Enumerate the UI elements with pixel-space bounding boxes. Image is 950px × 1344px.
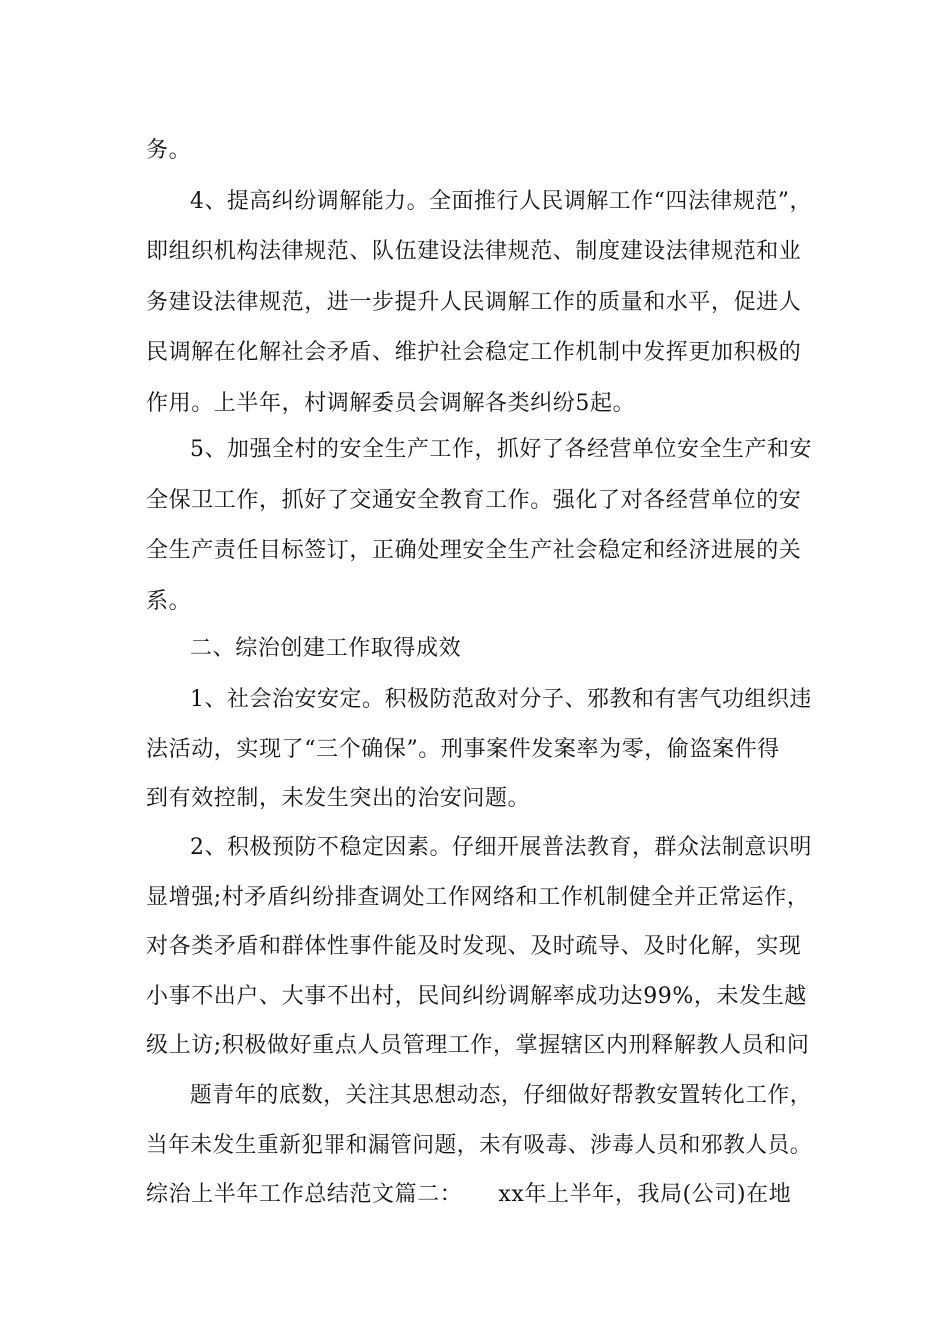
text-line: 系。 bbox=[146, 589, 192, 614]
text-line: 民调解在化解社会矛盾、维护社会稳定工作机制中发挥更加积极的 bbox=[146, 340, 802, 365]
text-line: 小事不出户、大事不出村，民间纠纷调解率成功达99%，未发生越 bbox=[146, 984, 807, 1009]
paragraph-2-start: 2、积极预防不稳定因素。仔细开展普法教育，群众法制意识明 bbox=[190, 835, 813, 860]
text-line: 到有效控制，未发生突出的治安问题。 bbox=[146, 786, 531, 811]
text-line: 题青年的底数，关注其思想动态，仔细做好帮教安置转化工作， bbox=[190, 1083, 812, 1108]
text-line-last bbox=[146, 1180, 791, 1210]
section-heading: 二、综治创建工作取得成效 bbox=[190, 636, 462, 661]
paragraph-4-start: 4、提高纠纷调解能力。全面推行人民调解工作“四法律规范”， bbox=[190, 189, 813, 214]
next-article-start: xx年上半年，我局(公司)在地 bbox=[498, 1182, 792, 1207]
text-line: 务。 bbox=[146, 138, 192, 163]
text-line: 级上访;积极做好重点人员管理工作，掌握辖区内刑释解教人员和问 bbox=[146, 1033, 810, 1058]
text-line: 全生产责任目标签订，正确处理安全生产社会稳定和经济进展的关 bbox=[146, 538, 802, 563]
text-line: 务建设法律规范，进一步提升人民调解工作的质量和水平，促进人 bbox=[146, 290, 802, 315]
text-line: 即组织机构法律规范、队伍建设法律规范、制度建设法律规范和业 bbox=[146, 239, 802, 264]
paragraph-5-start: 5、加强全村的安全生产工作，抓好了各经营单位安全生产和安 bbox=[190, 437, 813, 462]
paragraph-1-start: 1、社会治安安定。积极防范敌对分子、邪教和有害气功组织违 bbox=[190, 687, 813, 712]
text-line: 对各类矛盾和群体性事件能及时发现、及时疏导、及时化解，实现 bbox=[146, 934, 802, 959]
text-line: 显增强;村矛盾纠纷排查调处工作网络和工作机制健全并正常运作， bbox=[146, 885, 810, 910]
text-line: 全保卫工作，抓好了交通安全教育工作。强化了对各经营单位的安 bbox=[146, 488, 802, 513]
text-line: 当年未发生重新犯罪和漏管问题，未有吸毒、涉毒人员和邪教人员。 bbox=[146, 1133, 813, 1158]
text-line: 法活动，实现了“三个确保”。刑事案件发案率为零，偷盗案件得 bbox=[146, 737, 780, 762]
next-article-title: 综治上半年工作总结范文篇二： bbox=[146, 1182, 463, 1207]
text-line: 作用。上半年，村调解委员会调解各类纠纷5起。 bbox=[146, 391, 636, 416]
